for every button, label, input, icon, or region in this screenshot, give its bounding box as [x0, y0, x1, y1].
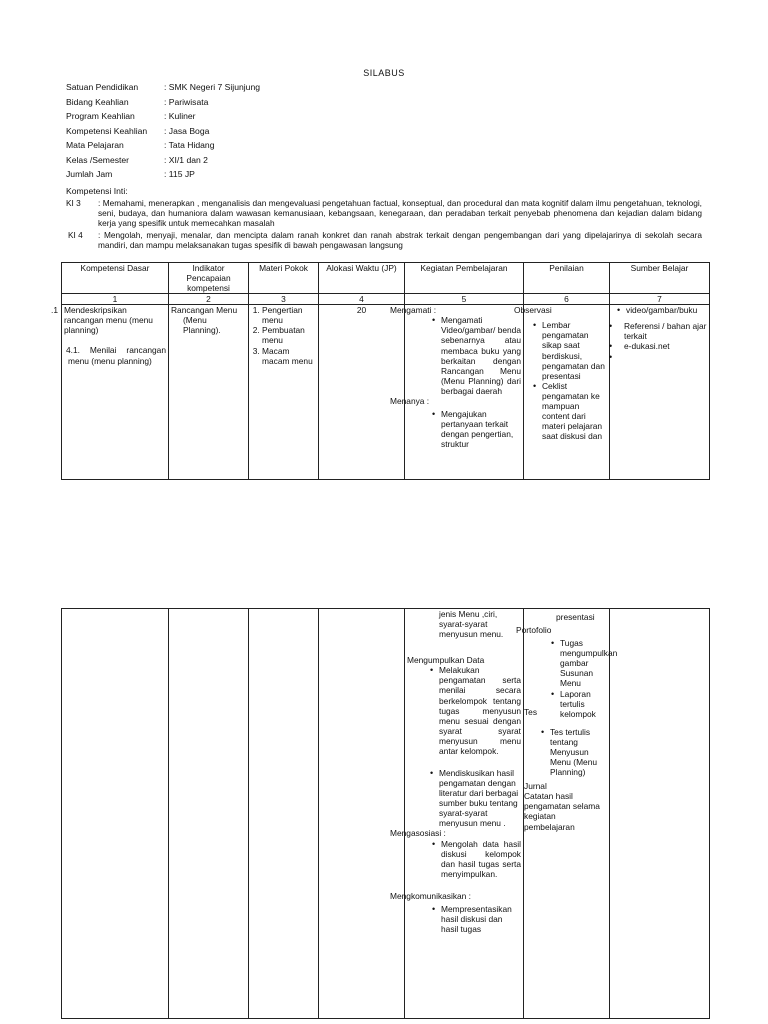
sumber-list [612, 305, 707, 315]
header-sumber-belajar: Sumber Belajar [610, 263, 710, 294]
list-item: • e-dukasi.net [618, 341, 707, 351]
jurnal-text: Catatan hasil pengamatan selama kegiatan pembelajaran [524, 791, 600, 832]
materi-cell [249, 305, 319, 480]
step-mengumpulkan: Mengumpulkan Data [407, 655, 485, 666]
kegiatan-continuation: jenis Menu ,ciri, syarat-syarat menyusun menu. [439, 609, 504, 640]
indikator-cell [169, 609, 249, 1019]
sumber-list-2 [612, 321, 707, 361]
ki3-text: : Memahami, menerapkan , menganalisis dan mengevaluasi pengetahuan factual, konseptual, dan procedural dan mata kognitif dalam ilmu pengetahuan, teknologi, seni, budaya, dan humaniora dalam wawasan kemanusiaan, kebangsaan, kenegaraan, dan peradaban terkait penyebab phenomena dan kejadian dalam bidang kerja yang spesifik untuk memecahkan masalah [98, 198, 702, 228]
syllabus-table-page2 [61, 608, 710, 1019]
indikator-text: Rancangan Menu (Menu Planning). [171, 305, 238, 336]
identity-value: : Tata Hidang [164, 140, 215, 150]
jurnal-label: Jurnal [524, 781, 547, 792]
observasi-label: Observasi [514, 305, 552, 316]
list-item: • Mendiskusikan hasil pengamatan dengan literatur dari berbagai sumber buku tentang syarat-syarat menyusun menu . [439, 768, 521, 828]
col-number: 6 [524, 294, 610, 305]
column-number-row [62, 294, 710, 305]
tes-list [526, 727, 607, 777]
header-kegiatan: Kegiatan Pembelajaran [405, 263, 524, 294]
list-item: • Referensi / bahan ajar terkait [618, 321, 707, 341]
list-item: • video/gambar/buku [626, 305, 707, 315]
table-header-row [62, 263, 710, 294]
table-row [62, 305, 710, 480]
kd-item-1: Mendeskripsikan rancangan menu (menu planning) [64, 305, 153, 336]
col-number: 4 [319, 294, 405, 305]
list-item: • Tes tertulis tentang Menyusun Menu (Menu Planning) [550, 727, 607, 777]
identity-key: Kompetensi Keahlian [66, 126, 148, 136]
ki4-text: : Mengolah, menyaji, menalar, dan mencipta dalam ranah konkret dan ranah abstrak terkait dengan pengembangan dari yang dipelajarinya di sekolah secara mandiri, dan mampu melaksanakan tugas spesifik di bawah pengawasan langsung [98, 230, 702, 250]
list-item: 3. Macam macam menu [262, 346, 316, 366]
col-number: 5 [405, 294, 524, 305]
header-indikator: Indikator Pencapaian kompetensi [169, 263, 249, 294]
observasi-list [526, 320, 607, 441]
list-item: • Laporan tertulis kelompok [560, 689, 607, 719]
step-mengasosiasi: Mengasosiasi : [390, 828, 446, 839]
identity-key: Program Keahlian [66, 111, 135, 121]
list-item: • Melakukan pengamatan serta menilai secara berkelompok tentang tugas menyusun menu sesuai dengan syarat syarat menyusun menu antar kelompok. [439, 665, 521, 756]
penilaian-continuation: presentasi [556, 612, 595, 622]
sumber-cell [610, 305, 710, 480]
step-mengkomunikasikan: Mengkomunikasikan : [390, 890, 471, 901]
kegiatan-cell [390, 609, 524, 1019]
kegiatan-cell [390, 305, 524, 480]
step-mengamati: Mengamati : [390, 305, 437, 316]
kd-item-2: 4.1. Menilai rancangan menu (menu planning) [66, 345, 166, 366]
identity-value: : Pariwisata [164, 97, 209, 107]
identity-key: Jumlah Jam [66, 169, 113, 179]
ki3-tag: KI 3 [66, 198, 81, 208]
penilaian-cell [516, 609, 618, 1019]
mengamati-list [407, 315, 521, 396]
list-item: • Lembar pengamatan sikap saat berdiskusi, pengamatan dan presentasi [542, 320, 607, 380]
tes-label: Tes [524, 706, 538, 717]
list-item: 2. Pembuatan menu [262, 325, 316, 345]
materi-list [245, 305, 316, 365]
col-number: 2 [169, 294, 249, 305]
header-alokasi-waktu: Alokasi Waktu (JP) [319, 263, 405, 294]
indikator-cell [169, 305, 249, 480]
menanya-list [407, 409, 521, 449]
identity-value: : Kuliner [164, 111, 196, 121]
list-item: • Mengajukan pertanyaan terkait dengan pengertian, struktur [441, 409, 521, 449]
penilaian-cell [514, 305, 610, 480]
header-materi-pokok: Materi Pokok [249, 263, 319, 294]
alokasi-cell [319, 609, 405, 1019]
mengkomunikasikan-list [407, 904, 521, 934]
list-item: • Mengolah data hasil diskusi kelompok dan hasil tugas serta menyimpulkan. [441, 839, 521, 879]
ki4-tag: KI 4 [68, 230, 83, 240]
mengasosiasi-list [407, 839, 521, 879]
mengumpulkan-list [407, 665, 521, 828]
identity-key: Kelas /Semester [66, 155, 130, 165]
kd-cell [62, 609, 169, 1019]
identity-key: Bidang Keahlian [66, 97, 129, 107]
header-kompetensi-dasar: Kompetensi Dasar [62, 263, 169, 294]
list-item: 1. Pengertian menu [262, 305, 316, 325]
col-number: 7 [610, 294, 710, 305]
identity-key: Mata Pelajaran [66, 140, 124, 150]
ki-label: Kompetensi Inti: [66, 186, 128, 196]
col-number: 3 [249, 294, 319, 305]
step-menanya: Menanya : [390, 395, 430, 406]
kd-cell [51, 305, 169, 480]
identity-key: Satuan Pendidikan [66, 82, 139, 92]
identity-value: : Jasa Boga [164, 126, 210, 136]
list-item: • Ceklist pengamatan ke mampuan content dari materi pelajaran saat diskusi dan [542, 381, 607, 441]
kd-number: .1 [51, 305, 58, 316]
identity-value: : SMK Negeri 7 Sijunjung [164, 82, 261, 92]
identity-value: : XI/1 dan 2 [164, 155, 208, 165]
alokasi-cell: 20 [319, 305, 405, 480]
col-number: 1 [62, 294, 169, 305]
sumber-cell [610, 609, 710, 1019]
list-item [618, 352, 707, 362]
header-penilaian: Penilaian [524, 263, 610, 294]
ki4-block [66, 231, 702, 251]
list-item: • Mengamati Video/gambar/ benda sebenarnya atau membaca buku yang berkaitan dengan Rancangan Menu (Menu Planning) dari berbagai daerah [441, 315, 521, 396]
document-title: SILABUS [363, 68, 405, 78]
portofolio-label: Portofolio [516, 625, 552, 636]
syllabus-table-page1 [51, 262, 710, 480]
identity-value: : 115 JP [164, 169, 195, 179]
table-row [62, 609, 710, 1019]
list-item: • Mempresentasikan hasil diskusi dan hasil tugas [441, 904, 521, 934]
list-item: • Tugas mengumpulkan gambar Susunan Menu [560, 638, 607, 688]
ki3-block [66, 199, 702, 228]
materi-cell [249, 609, 319, 1019]
